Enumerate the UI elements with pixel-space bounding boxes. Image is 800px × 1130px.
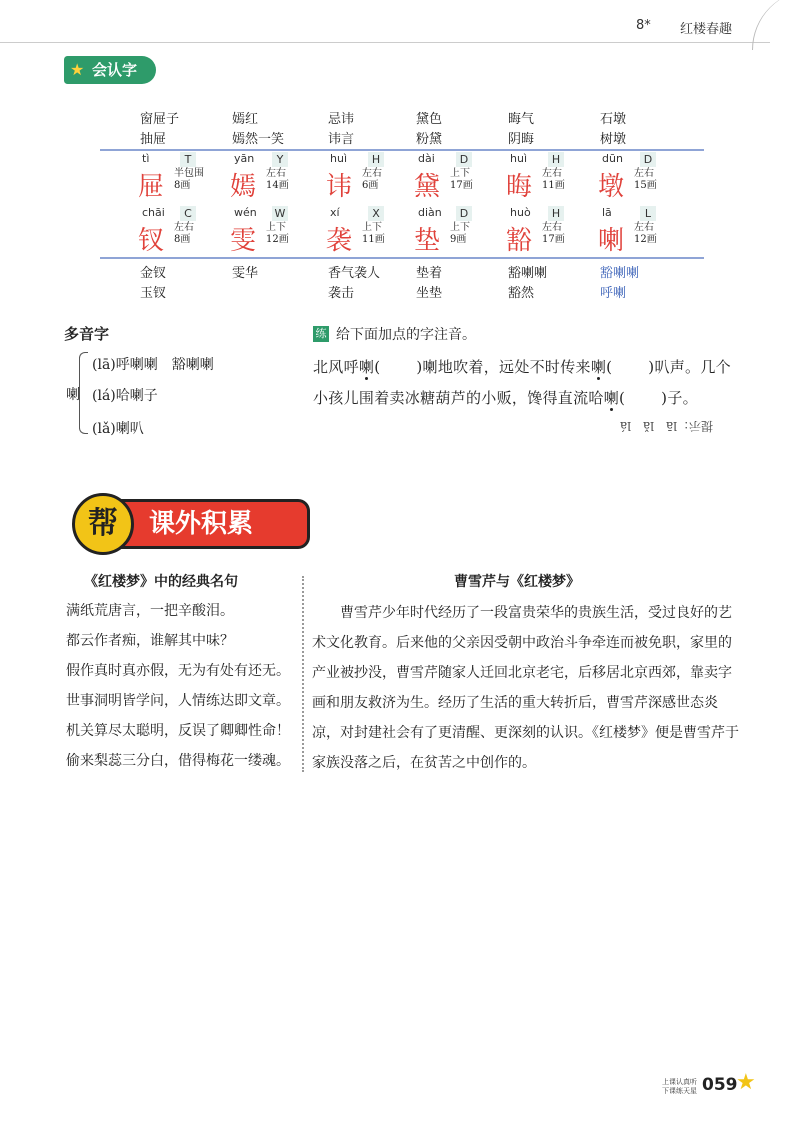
stroke-count: 11画 — [542, 180, 565, 191]
section-tag-label: 会认字 — [92, 61, 138, 79]
polyphonic-title: 多音字 — [64, 325, 110, 343]
banner-title: 课外积累 — [112, 499, 310, 549]
pinyin: diàn — [418, 206, 442, 219]
char-card — [594, 206, 684, 258]
index-letter: C — [180, 206, 196, 221]
structure: 上下 — [362, 222, 382, 233]
word-item: 嫣红 — [232, 112, 259, 127]
pinyin: tì — [142, 152, 150, 165]
index-letter: X — [368, 206, 384, 221]
quote-line: 偷来梨蕊三分白，借得梅花一缕魂。 — [66, 753, 290, 769]
word-item: 袭击 — [328, 286, 355, 301]
pinyin: dài — [418, 152, 435, 165]
section-tag-recognize-chars — [64, 56, 156, 84]
stroke-count: 15画 — [634, 180, 657, 191]
left-column-title: 《红楼梦》中的经典名句 — [84, 574, 238, 590]
word-item: 呼喇 — [600, 286, 627, 301]
exercise-hint-upside-down: 提示：lā lǎ lá — [620, 419, 713, 433]
word-item: 雯华 — [232, 266, 259, 281]
pinyin: lā — [602, 206, 612, 219]
word-item: 豁喇喇 — [508, 266, 548, 281]
index-letter: D — [640, 152, 656, 167]
word-item: 抽屉 — [140, 132, 167, 147]
star-mascot-icon: ★ — [736, 1070, 756, 1095]
character: 墩 — [598, 172, 625, 202]
word-item: 阴晦 — [508, 132, 535, 147]
grid-bottom-rule — [100, 257, 704, 259]
stroke-count: 17画 — [450, 180, 473, 191]
structure: 左右 — [174, 222, 194, 233]
index-letter: H — [548, 152, 564, 167]
index-letter: T — [180, 152, 196, 167]
character: 豁 — [506, 226, 533, 256]
word-item: 讳言 — [328, 132, 355, 147]
stroke-count: 12画 — [266, 234, 289, 245]
quote-line: 都云作者痴，谁解其中味？ — [66, 633, 234, 649]
character: 垫 — [414, 226, 441, 256]
stroke-count: 9画 — [450, 234, 467, 245]
char-card — [322, 152, 412, 204]
word-item: 豁然 — [508, 286, 535, 301]
quote-line: 机关算尽太聪明，反误了卿卿性命！ — [66, 723, 290, 739]
stroke-count: 8画 — [174, 234, 191, 245]
structure: 上下 — [450, 222, 470, 233]
stroke-count: 17画 — [542, 234, 565, 245]
index-letter: Y — [272, 152, 288, 167]
character: 黛 — [414, 172, 441, 202]
char-card — [410, 152, 500, 204]
word-item: 垫着 — [416, 266, 443, 281]
word-item: 窗屉子 — [140, 112, 180, 127]
stroke-count: 8画 — [174, 180, 191, 191]
exercise-line-1: 北风呼喇( )喇地吹着，远处不时传来喇( )叭声。几个 — [313, 358, 731, 376]
quote-line: 假作真时真亦假，无为有处有还无。 — [66, 663, 290, 679]
structure: 左右 — [362, 168, 382, 179]
right-column-body — [312, 598, 742, 778]
char-card — [134, 206, 224, 258]
pinyin: huì — [330, 152, 347, 165]
char-card — [322, 206, 412, 258]
footer-slogan: 上课认真听 下课练天星 — [662, 1078, 697, 1095]
page-number: 059 — [702, 1075, 738, 1095]
header-corner-arc — [752, 0, 800, 50]
word-item: 树墩 — [600, 132, 627, 147]
character: 晦 — [506, 172, 533, 202]
pinyin: yān — [234, 152, 255, 165]
pinyin: wén — [234, 206, 257, 219]
character: 袭 — [326, 226, 353, 256]
exercise-title: 给下面加点的字注音。 — [336, 327, 476, 343]
word-item: 玉钗 — [140, 286, 167, 301]
character: 喇 — [598, 226, 625, 256]
char-card — [502, 206, 592, 258]
lesson-number: 8* — [636, 18, 651, 33]
quote-line: 世事洞明皆学问，人情练达即文章。 — [66, 693, 290, 709]
polyphonic-item: (lǎ)喇叭 — [92, 421, 144, 437]
index-letter: D — [456, 152, 472, 167]
stroke-count: 11画 — [362, 234, 385, 245]
structure: 上下 — [450, 168, 470, 179]
char-card — [410, 206, 500, 258]
star-icon: ★ — [70, 60, 85, 79]
right-column-title: 曹雪芹与《红楼梦》 — [454, 574, 580, 590]
grid-top-rule — [100, 149, 704, 151]
index-letter: D — [456, 206, 472, 221]
word-item: 石墩 — [600, 112, 627, 127]
exercise-icon: 练 — [313, 326, 329, 342]
character: 讳 — [326, 172, 353, 202]
stroke-count: 6画 — [362, 180, 379, 191]
index-letter: H — [548, 206, 564, 221]
structure: 左右 — [542, 168, 562, 179]
polyphonic-item: (lā)呼喇喇 豁喇喇 — [92, 357, 214, 373]
structure: 半包围 — [174, 168, 204, 179]
word-item: 坐垫 — [416, 286, 443, 301]
polyphonic-char: 喇 — [66, 387, 80, 403]
brace — [79, 352, 88, 434]
word-item: 忌讳 — [328, 112, 355, 127]
structure: 左右 — [634, 168, 654, 179]
pinyin: dūn — [602, 152, 623, 165]
word-item: 黛色 — [416, 112, 443, 127]
word-item: 嫣然一笑 — [232, 132, 285, 147]
word-item: 粉黛 — [416, 132, 443, 147]
banner-badge: 帮 — [72, 493, 134, 555]
exercise-line-2: 小孩儿围着卖冰糖葫芦的小贩，馋得直流哈喇( )子。 — [313, 389, 698, 407]
stroke-count: 14画 — [266, 180, 289, 191]
word-item: 香气袭人 — [328, 266, 381, 281]
character: 屉 — [138, 172, 165, 202]
char-card — [226, 206, 316, 258]
pinyin: chāi — [142, 206, 165, 219]
lesson-title: 红楼春趣 — [680, 22, 733, 37]
structure: 左右 — [542, 222, 562, 233]
story-paragraph: 曹雪芹少年时代经历了一段富贵荣华的贵族生活，受过良好的艺术文化教育。后来他的父亲因受朝中政治斗争牵连而被免职，家里的产业被抄没，曹雪芹随家人迁回北京老宅，后移居北京西郊，靠卖字画和朋友救济为生。经历了生活的重大转折后，曹雪芹深感世态炎凉，对封建社会有了更清醒、更深刻的认识。《红楼梦》便是曹雪芹于家族没落之后，在贫苦之中创作的。 — [312, 605, 739, 771]
word-item: 晦气 — [508, 112, 535, 127]
index-letter: H — [368, 152, 384, 167]
pinyin: huò — [510, 206, 531, 219]
word-item: 金钗 — [140, 266, 167, 281]
quote-line: 满纸荒唐言，一把辛酸泪。 — [66, 603, 234, 619]
structure: 左右 — [634, 222, 654, 233]
char-card — [134, 152, 224, 204]
character: 雯 — [230, 226, 257, 256]
stroke-count: 12画 — [634, 234, 657, 245]
index-letter: W — [272, 206, 288, 221]
index-letter: L — [640, 206, 656, 221]
structure: 左右 — [266, 168, 286, 179]
column-divider — [302, 576, 304, 772]
polyphonic-item: (lá)哈喇子 — [92, 388, 158, 404]
char-card — [502, 152, 592, 204]
character: 嫣 — [230, 172, 257, 202]
word-item: 豁喇喇 — [600, 266, 640, 281]
pinyin: xí — [330, 206, 340, 219]
structure: 上下 — [266, 222, 286, 233]
character: 钗 — [138, 226, 165, 256]
header-rule — [0, 42, 770, 43]
pinyin: huì — [510, 152, 527, 165]
char-card — [226, 152, 316, 204]
char-card — [594, 152, 684, 204]
